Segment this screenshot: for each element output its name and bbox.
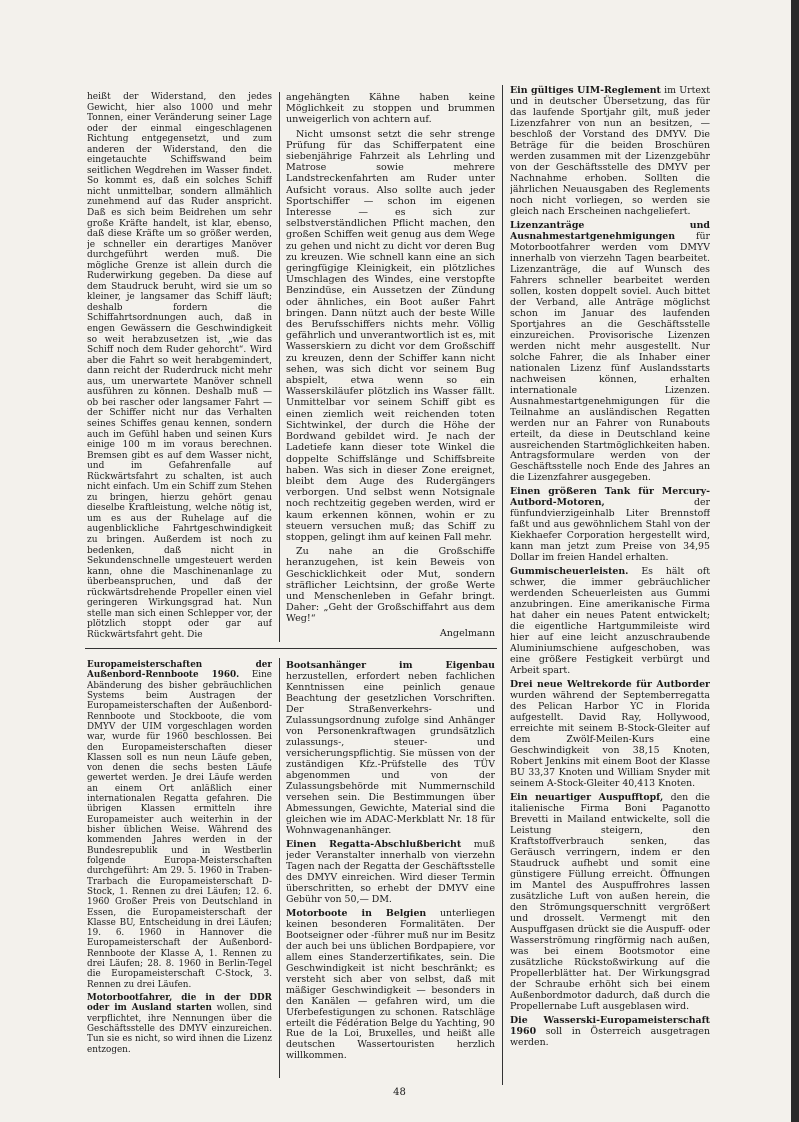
right-column	[510, 85, 710, 1080]
item-heading: Motorboote in Belgien	[286, 907, 427, 919]
item-text: der fünfundvierzigeinhalb Liter Brennstoff faßt und aus gewöhnlichem Stahl von der Kiekhaefer Corporation hergestellt wird, kann man jetzt zum Preise von 34,95 Dollar im freien Handel erhalten.	[510, 497, 710, 564]
column-divider	[502, 85, 503, 1085]
item-text: wurden während der Septemberregatta des Pelican Harbor YC in Florida aufgestellt. David Ray, Hollywood, erreichte mit seinem B-Stock-Gleiter auf dem Zwölf-Meilen-Kurs eine Geschwindigkeit von 38,15 Knoten, Robert Jenkins mit einem Boot der Klasse BU 33,37 Knoten und William Snyder mit seinem A-Stock-Gleiter 40,413 Knoten.	[510, 690, 710, 790]
item-heading: Drei neue Weltrekorde für Autborder	[510, 679, 710, 691]
item-text: für Motorbootfahrer werden vom DMYV innerhalb von vierzehn Tagen bearbeitet. Lizenzanträge, die auf Wunsch des Fahrers schneller bearbeitet werden sollen, kosten doppelt soviel. Auch bittet der Verband, alle Anträge möglichst schon im Januar des laufenden Sportjahres an die Geschäftsstelle einzureichen. Provisorische Lizenzen werden nicht mehr ausgestellt. Nur solche Fahrer, die als Inhaber einer nationalen Lizenz fünf Auslandsstarts nachweisen können, erhalten internationale Lizenzen. Ausnahmestartgenehmigungen für die Teilnahme an ausländischen Regatten werden nur an Fahrer von Runabouts erteilt, da diese in Deutschland keine ausreichenden Startmöglichkeiten haben. Antragsformulare werden von der Geschäftsstelle noch Ende des Jahres an die Lizenzfahrer ausgegeben.	[510, 230, 710, 484]
news-item	[510, 486, 710, 563]
bottom-left-column	[87, 660, 272, 1075]
item-text: wollen, sind verpflichtet, ihre Nennungen über die Geschäftsstelle des DMYV einzureichen. Tun sie es nicht, so wird ihnen die Lizenz entzogen.	[87, 1003, 272, 1055]
news-item	[286, 660, 495, 836]
item-heading: Die Wasserski-Europameisterschaft 1960	[510, 1014, 710, 1037]
item-heading: Einen Regatta-Abschlußbericht	[286, 838, 462, 850]
page-number: 48	[393, 1087, 406, 1098]
paragraph: angehängten Kähne haben keine Möglichkeit zu stoppen und brummen unweigerlich von achtern auf.	[286, 92, 495, 126]
item-text: den die italienische Firma Boni Paganotto Brevetti in Mailand entwickelte, soll die Leistung steigern, den Kraftstoffverbrauch senken, das Geräusch verringern, indem er den Staudruck aufhebt und somit eine günstigere Füllung erreicht. Öffnungen im Mantel des Auspuffrohres lassen zusätzliche Luft von außen herein, die den Strömungsquerschnitt vergrößert und drosselt. Vermengt mit den Auspuffgasen drückt sie die Auspuff- oder Wasserströmung ringförmig nach außen, was bei einem Bootsmotor eine zusätzliche Rückstoßwirkung auf die Propellerblätter hat. Der Wirkungsgrad der Schraube erhöht sich bei einem Außenbordmotor dadurch, daß durch die Propellernabe Luft ausgeblasen wird.	[510, 792, 710, 1012]
paragraph: heißt der Widerstand, den jedes Gewicht, hier also 1000 und mehr Tonnen, einer Veränderung seiner Lage oder der einmal eingeschlagenen Richtung entgegensetzt, und zum anderen der Widerstand, den die eingetauchte Schiffswand beim seitlichen Wegdrehen im Wasser findet. So kommt es, daß ein solches Schiff nicht unmittelbar, sondern allmählich zunehmend auf das Ruder anspricht. Daß es sich beim Beidrehen um sehr große Kräfte handelt, ist klar, ebenso, daß diese Kräfte um so größer werden, je schneller ein derartiges Manöver durchgeführt werden muß. Die mögliche Grenze ist allein durch die Ruderwirkung gegeben. Da diese auf dem Staudruck beruht, wird sie um so kleiner, je langsamer das Schiff läuft; deshalb fordern die Schiffahrtsordnungen auch, daß in engen Gewässern die Geschwindigkeit so weit herabzusetzen ist, „wie das Schiff noch dem Ruder gehorcht“. Wird aber die Fahrt so weit herabgemindert, dann reicht der Ruderdruck nicht mehr aus, um unerwartete Manöver schnell ausführen zu können. Deshalb muß — ob bei rascher oder langsamer Fahrt — der Schiffer nicht nur das Verhalten seines Schiffes genau kennen, sondern auch im Gefühl haben und seinen Kurs einige 100 m im voraus berechnen. Bremsen gibt es auf dem Wasser nicht, und im Gefahrenfalle auf Rückwärtsfahrt zu schalten, ist auch nicht einfach. Um ein Schiff zum Stehen zu bringen, hierzu gehört genau dieselbe Kraftleistung, welche nötig ist, um es aus der Ruhelage auf die augenblickliche Fahrtgeschwindigkeit zu bringen. Außerdem ist noch zu bedenken, daß nicht in Sekundenschnelle umgesteuert werden kann, ohne die Maschinenanlage zu überbeanspruchen, und daß der rückwärtsdrehende Propeller einen viel geringeren Wirkungsgrad hat. Nun stelle man sich einen Schlepper vor, der plötzlich stoppt oder gar auf Rückwärtsfahrt geht. Die	[87, 92, 272, 640]
scan-edge	[791, 0, 799, 1122]
item-text: Es hält oft schwer, die immer gebräuchlicher werdenden Scheuerleisten aus Gummi anzubringen. Eine amerikanische Firma hat daher ein neues Patent entwickelt; die eigentliche Hartgummileiste wird hier auf eine leicht anzuschraubende Aluminiumschiene aufgeschoben, was eine größere Festigkeit verbürgt und Arbeit spart.	[510, 566, 710, 677]
news-item	[510, 792, 710, 1012]
news-item	[510, 566, 710, 676]
item-text: unterliegen keinen besonderen Formalitäten. Der Bootseigner oder -führer muß nur im Besitz der auch bei uns üblichen Bordpapiere, vor allem eines Standerzertifikates, sein. Die Geschwindigkeit ist nicht beschränkt; es versteht sich aber von selbst, daß mit mäßiger Geschwindigkeit — besonders in den Kanälen — gefahren wird, um die Uferbefestigungen zu schonen. Ratschläge erteilt die Fédération Belge du Yachting, 90 Rue de la Loi, Bruxelles, und heißt alle deutschen Wassertouristen herzlich willkommen.	[286, 907, 495, 1062]
author-signature: Angelmann	[439, 627, 495, 639]
news-item	[510, 679, 710, 789]
column-divider	[279, 92, 280, 642]
item-heading: Ein gültiges UIM-Reglement	[510, 85, 661, 96]
section-divider	[85, 648, 497, 649]
item-heading: Europameisterschaften der Außenbord-Rennboote 1960.	[87, 660, 272, 681]
item-heading: Ein neuartiger Auspufftopf,	[510, 792, 664, 804]
item-text: herzustellen, erfordert neben fachlichen Kenntnissen eine peinlich genaue Beachtung der gesetzlichen Vorschriften. Der Straßenverkehrs- und Zulassungsordnung zufolge sind Anhänger von Personenkraftwagen grundsätzlich zulassungs-, steuer- und versicherungspflichtig. Sie müssen von der zuständigen Kfz.-Prüfstelle des TÜV abgenommen und von der Zulassungsbehörde mit Nummernschild versehen sein. Die Bestimmungen über Abmessungen, Gewichte, Material sind die gleichen wie im ADAC-Merkblatt Nr. 18 für Wohnwagenanhänger.	[286, 670, 495, 836]
item-heading: Bootsanhänger im Eigenbau	[286, 660, 495, 671]
paragraph: Nicht umsonst setzt die sehr strenge Prüfung für das Schifferpatent eine siebenjährige Fahrzeit als Lehrling und Matrose sowie mehrere Landstreckenfahrten am Ruder unter Aufsicht voraus. Also sollte auch jeder Sportschiffer — schon im eigenen Interesse — es sich zur selbstverständlichen Pflicht machen, den großen Schiffen weit genug aus dem Wege zu gehen und nicht zu dicht vor deren Bug zu kreuzen. Wie schnell kann eine an sich geringfügige Kleinigkeit, ein plötzliches Umschlagen des Windes, eine verstopfte Benzindüse, ein Aussetzen der Zündung oder ähnliches, ein Boot außer Fahrt bringen. Dann nützt auch der beste Wille des Berufsschiffers nichts mehr. Völlig gefährlich und unverantwortlich ist es, mit Wasserskiern zu dicht vor dem Großschiff zu kreuzen, denn der Schiffer kann nicht sehen, was sich dicht vor seinem Bug abspielt, etwa wenn so ein Wasserskiläufer plötzlich ins Wasser fällt. Unmittelbar vor seinem Schiff gibt es einen ziemlich weit reichenden toten Sichtwinkel, der durch die Höhe der Bordwand gebildet wird. Je nach der Ladetiefe kann dieser tote Winkel die doppelte Schiffslänge und Schiffsbreite haben. Was sich in dieser Zone ereignet, bleibt dem Auge des Rudergängers verborgen. Und selbst wenn Notsignale noch rechtzeitig gegeben werden, wird er kaum erkennen können, wohin er zu steuern versuchen muß; das Schiff zu stoppen, gelingt ihm auf keinen Fall mehr.	[286, 128, 495, 543]
news-item	[87, 660, 272, 990]
news-item	[510, 1015, 710, 1048]
item-text: soll in Österreich ausgetragen werden.	[510, 1025, 710, 1048]
news-item	[286, 908, 495, 1062]
item-text: Eine Abänderung des bisher gebräuchlichen Systems beim Austragen der Europameisterschaften der Außenbord-Rennboote und Stockboote, die vom DMYV der UIM vorgeschlagen worden war, wurde für 1960 beschlossen. Bei den Europameisterschaften dieser Klassen soll es nun neun Läufe geben, von denen die sechs besten Läufe gewertet werden. Je drei Läufe werden an einem Ort anläßlich einer internationalen Regatta gefahren. Die übrigen Klassen ermitteln ihre Europameister auch weiterhin in der bisher üblichen Weise. Während des kommenden Jahres werden in der Bundesrepublik und in Westberlin folgende Europa-Meisterschaften durchgeführt: Am 29. 5. 1960 in Traben-Trarbach die Europameisterschaft D-Stock, 1. Rennen zu drei Läufen; 12. 6. 1960 Großer Preis von Deutschland in Essen, die Europameisterschaft der Klasse BU, Entscheidung in drei Läufen; 19. 6. 1960 in Hannover die Europameisterschaft der Außenbord-Rennboote der Klasse A, 1. Rennen zu drei Läufen; 28. 8. 1960 in Berlin-Tegel die Europameisterschaft C-Stock, 3. Rennen zu drei Läufen.	[87, 670, 272, 990]
item-heading: Motorbootfahrer, die in der DDR oder im Ausland starten	[87, 993, 272, 1014]
news-item	[87, 993, 272, 1055]
top-middle-column	[286, 92, 495, 642]
column-divider	[279, 658, 280, 1078]
news-item	[286, 839, 495, 905]
item-text: im Urtext und in deutscher Übersetzung, das für das laufende Sportjahr gilt, muß jeder Lizenzfahrer von nun an besitzen, — beschloß der Vorstand des DMYV. Die Beträge für die beiden Broschüren werden zusammen mit der Lizenzgebühr von der Geschäftsstelle des DMYV per Nachnahme erhoben. Sollten die jährlichen Neuausgaben des Reglements noch nicht vorliegen, so werden sie gleich nach Erscheinen nachgeliefert.	[510, 85, 710, 217]
news-item	[510, 220, 710, 484]
paragraph: Zu nahe an die Großschiffe heranzugehen, ist kein Beweis von Geschicklichkeit oder Mut, sondern sträflicher Leichtsinn, der große Werte und Menschenleben in Gefahr bringt. Daher: „Geht der Großschiffahrt aus dem Weg!“	[286, 546, 495, 625]
item-heading: Gummischeuerleisten.	[510, 566, 629, 578]
bottom-middle-column	[286, 660, 495, 1075]
item-text: muß jeder Veranstalter innerhalb von vierzehn Tagen nach der Regatta der Geschäftsstelle des DMYV einreichen. Wird dieser Termin überschritten, so erhebt der DMYV eine Gebühr von 50,— DM.	[286, 838, 495, 905]
top-left-column	[87, 92, 272, 642]
item-heading: Lizenzanträge und Ausnahmestartgenehmigungen	[510, 219, 710, 242]
item-heading: Einen größeren Tank für Mercury-Autbord-Motoren,	[510, 486, 710, 509]
news-item	[510, 85, 710, 217]
